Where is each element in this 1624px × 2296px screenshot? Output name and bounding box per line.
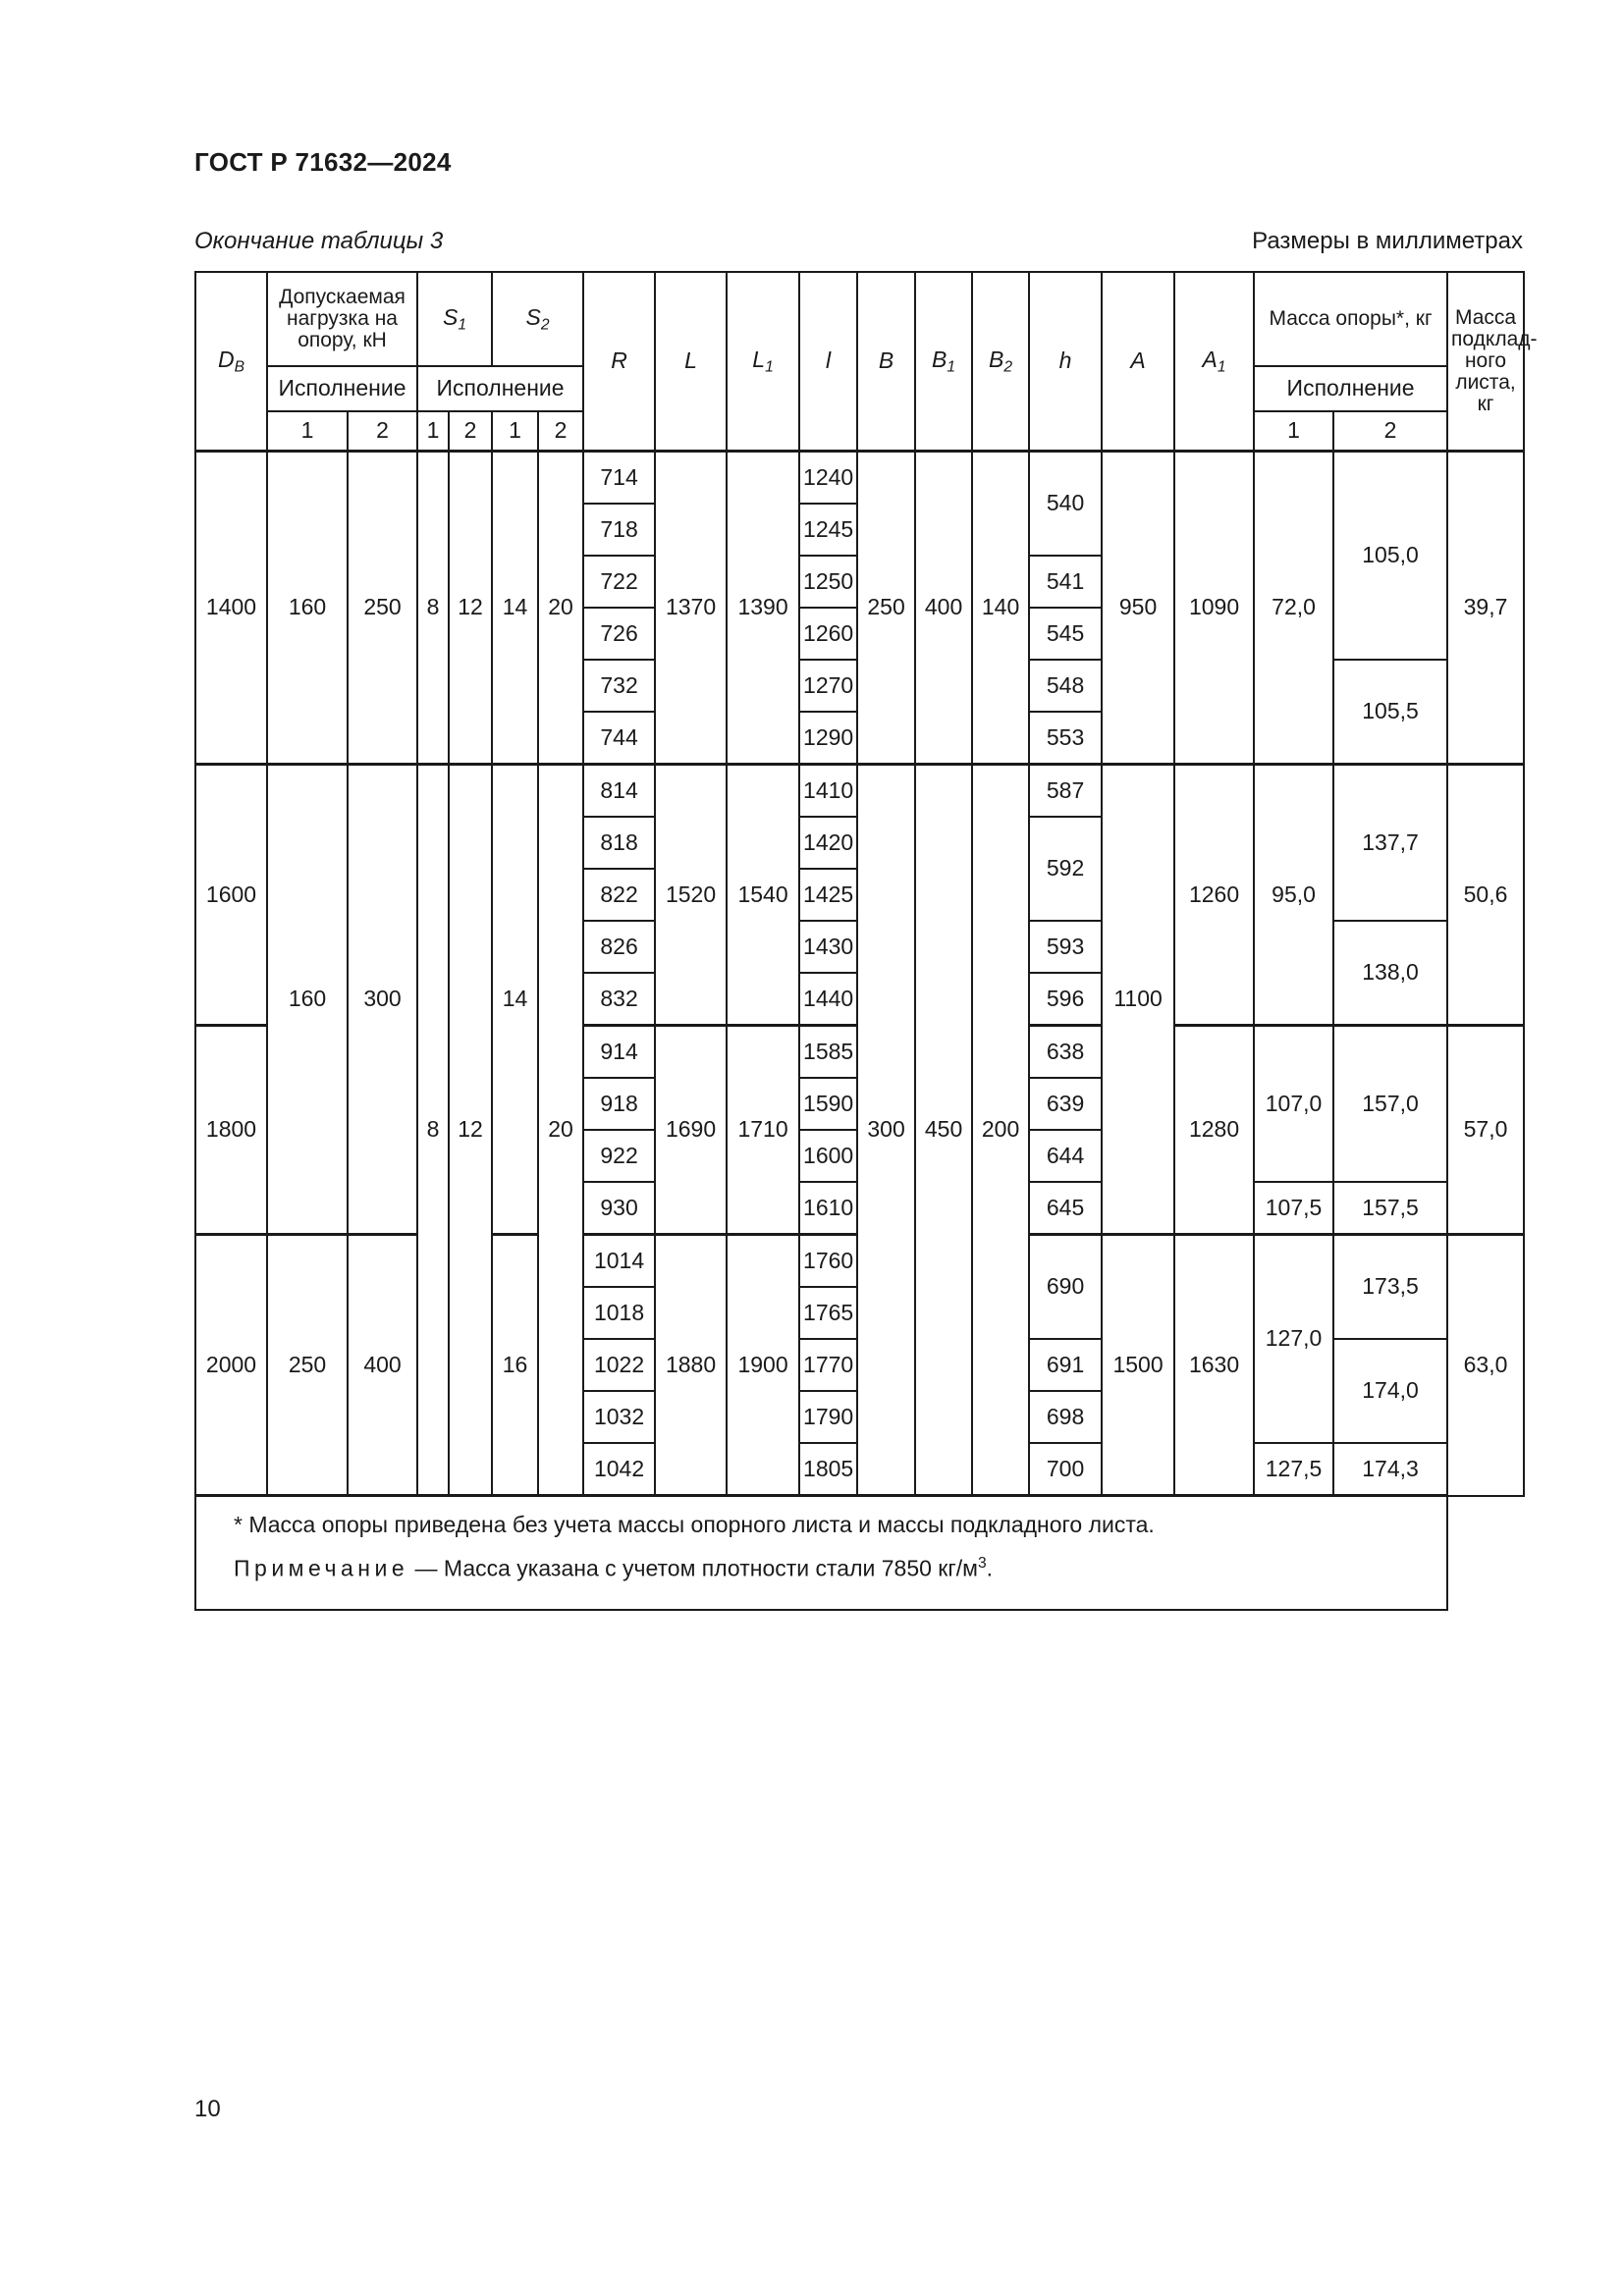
cell-R: 714 (583, 452, 655, 505)
footnote-text: * Масса опоры приведена без учета массы опорного листа и массы подкладного листа. (234, 1512, 1155, 1537)
cell-mass1: 72,0 (1254, 452, 1333, 765)
cell-L1: 1710 (727, 1026, 799, 1235)
execution-label: Исполнение (1254, 366, 1447, 411)
cell-Dv: 1800 (195, 1026, 267, 1235)
cell-R: 922 (583, 1130, 655, 1182)
col-Dv: $D_B$ (195, 272, 267, 452)
cell-l: 1250 (799, 556, 857, 608)
cell-R: 914 (583, 1026, 655, 1079)
cell-B2: 140 (972, 452, 1029, 765)
cell-h: 644 (1029, 1130, 1102, 1182)
cell-l: 1270 (799, 660, 857, 712)
cell-h: 540 (1029, 452, 1102, 557)
cell-s1-2: 12 (449, 765, 492, 1496)
cell-R: 832 (583, 973, 655, 1026)
cell-l: 1240 (799, 452, 857, 505)
cell-A: 1500 (1102, 1235, 1174, 1496)
dimensions-table (194, 271, 1538, 1611)
cell-mass1: 107,0 (1254, 1026, 1333, 1183)
cell-B1: 400 (915, 452, 972, 765)
cell-L: 1370 (655, 452, 727, 765)
cell-l: 1770 (799, 1339, 857, 1391)
document-header: ГОСТ Р 71632—2024 (194, 147, 452, 177)
execution-number: 2 (1333, 411, 1447, 452)
cell-R: 722 (583, 556, 655, 608)
cell-Dv: 2000 (195, 1235, 267, 1496)
col-L: L (655, 272, 727, 452)
cell-R: 1018 (583, 1287, 655, 1339)
cell-load1: 160 (267, 452, 348, 765)
table-row (195, 452, 1524, 505)
cell-l: 1585 (799, 1026, 857, 1079)
cell-A: 1100 (1102, 765, 1174, 1235)
cell-load1: 160 (267, 765, 348, 1235)
cell-l: 1590 (799, 1078, 857, 1130)
note-label: Примечание (234, 1555, 409, 1581)
cell-s2-2: 20 (538, 452, 583, 765)
cell-h: 645 (1029, 1182, 1102, 1235)
execution-number: 2 (449, 411, 492, 452)
cell-h: 691 (1029, 1339, 1102, 1391)
cell-s2-1: 14 (492, 765, 538, 1235)
cell-A1: 1280 (1174, 1026, 1254, 1235)
cell-h: 639 (1029, 1078, 1102, 1130)
cell-R: 1014 (583, 1235, 655, 1288)
cell-mass2: 157,0 (1333, 1026, 1447, 1183)
cell-R: 822 (583, 869, 655, 921)
cell-mass2: 137,7 (1333, 765, 1447, 922)
table-caption: Окончание таблицы 3 (194, 228, 444, 254)
cell-L1: 1900 (727, 1235, 799, 1496)
header-row (195, 272, 1524, 366)
cell-l: 1260 (799, 608, 857, 660)
note-text: Примечание — Масса указана с учетом плотности стали 7850 $кг/м^3$. (234, 1555, 994, 1581)
cell-Dv: 1400 (195, 452, 267, 765)
execution-number: 1 (267, 411, 348, 452)
cell-plate: 50,6 (1447, 765, 1524, 1026)
col-load: Допускаемая нагрузка на опору, кН (267, 272, 417, 366)
cell-l: 1420 (799, 817, 857, 869)
cell-mass1: 107,5 (1254, 1182, 1333, 1235)
col-L1: $L_1$ (727, 272, 799, 452)
cell-h: 638 (1029, 1026, 1102, 1079)
cell-A1: 1630 (1174, 1235, 1254, 1496)
cell-L: 1880 (655, 1235, 727, 1496)
cell-s2-2: 20 (538, 765, 583, 1496)
page-number: 10 (194, 2096, 221, 2122)
cell-mass2: 173,5 (1333, 1235, 1447, 1340)
cell-mass1: 95,0 (1254, 765, 1333, 1026)
cell-h: 587 (1029, 765, 1102, 818)
cell-R: 826 (583, 921, 655, 973)
cell-l: 1440 (799, 973, 857, 1026)
cell-mass2: 157,5 (1333, 1182, 1447, 1235)
execution-label: Исполнение (417, 366, 583, 411)
cell-L: 1520 (655, 765, 727, 1026)
execution-number: 1 (417, 411, 449, 452)
cell-R: 1022 (583, 1339, 655, 1391)
cell-l: 1410 (799, 765, 857, 818)
cell-R: 726 (583, 608, 655, 660)
cell-mass2: 105,0 (1333, 452, 1447, 661)
cell-h: 593 (1029, 921, 1102, 973)
cell-mass2: 138,0 (1333, 921, 1447, 1026)
col-B1: $B_1$ (915, 272, 972, 452)
cell-load2: 250 (348, 452, 417, 765)
cell-h: 690 (1029, 1235, 1102, 1340)
cell-B2: 200 (972, 765, 1029, 1496)
col-R: R (583, 272, 655, 452)
cell-l: 1245 (799, 504, 857, 556)
cell-l: 1430 (799, 921, 857, 973)
cell-R: 918 (583, 1078, 655, 1130)
execution-number: 1 (492, 411, 538, 452)
execution-number: 2 (538, 411, 583, 452)
units-caption: Размеры в миллиметрах (1252, 228, 1523, 254)
cell-s2-1: 14 (492, 452, 538, 765)
cell-l: 1805 (799, 1443, 857, 1496)
execution-number: 1 (1254, 411, 1333, 452)
cell-plate: 63,0 (1447, 1235, 1524, 1496)
col-mass-plate: Масса подклад- ного листа, кг (1447, 272, 1524, 452)
cell-h: 553 (1029, 712, 1102, 765)
cell-B: 300 (857, 765, 915, 1496)
cell-h: 592 (1029, 817, 1102, 921)
cell-load1: 250 (267, 1235, 348, 1496)
cell-Dv: 1600 (195, 765, 267, 1026)
cell-R: 718 (583, 504, 655, 556)
execution-label: Исполнение (267, 366, 417, 411)
col-A: A (1102, 272, 1174, 452)
cell-s1-1: 8 (417, 452, 449, 765)
cell-plate: 57,0 (1447, 1026, 1524, 1235)
cell-L: 1690 (655, 1026, 727, 1235)
cell-R: 818 (583, 817, 655, 869)
cell-R: 732 (583, 660, 655, 712)
cell-l: 1790 (799, 1391, 857, 1443)
cell-l: 1765 (799, 1287, 857, 1339)
cell-l: 1600 (799, 1130, 857, 1182)
cell-B1: 450 (915, 765, 972, 1496)
cell-h: 596 (1029, 973, 1102, 1026)
footnote-row (195, 1496, 1524, 1611)
cell-mass1: 127,5 (1254, 1443, 1333, 1496)
col-mass-support: Масса опоры*, кг (1254, 272, 1447, 366)
cell-h: 545 (1029, 608, 1102, 660)
cell-mass2: 174,3 (1333, 1443, 1447, 1496)
cell-l: 1610 (799, 1182, 857, 1235)
cell-A: 950 (1102, 452, 1174, 765)
col-B2: $B_2$ (972, 272, 1029, 452)
cell-R: 814 (583, 765, 655, 818)
col-A1: $A_1$ (1174, 272, 1254, 452)
cell-l: 1290 (799, 712, 857, 765)
cell-l: 1760 (799, 1235, 857, 1288)
cell-R: 930 (583, 1182, 655, 1235)
cell-B: 250 (857, 452, 915, 765)
cell-load2: 300 (348, 765, 417, 1235)
cell-l: 1425 (799, 869, 857, 921)
cell-h: 700 (1029, 1443, 1102, 1496)
table-footnote (195, 1496, 1447, 1611)
cell-s1-2: 12 (449, 452, 492, 765)
cell-mass1: 127,0 (1254, 1235, 1333, 1444)
cell-h: 541 (1029, 556, 1102, 608)
col-h: h (1029, 272, 1102, 452)
cell-L1: 1540 (727, 765, 799, 1026)
table-row (195, 765, 1524, 818)
execution-number: 2 (348, 411, 417, 452)
col-B: B (857, 272, 915, 452)
cell-R: 1042 (583, 1443, 655, 1496)
cell-s1-1: 8 (417, 765, 449, 1496)
cell-R: 1032 (583, 1391, 655, 1443)
cell-h: 698 (1029, 1391, 1102, 1443)
cell-A1: 1090 (1174, 452, 1254, 765)
cell-s2-1: 16 (492, 1235, 538, 1496)
cell-plate: 39,7 (1447, 452, 1524, 765)
cell-mass2: 105,5 (1333, 660, 1447, 765)
cell-load2: 400 (348, 1235, 417, 1496)
cell-mass2: 174,0 (1333, 1339, 1447, 1443)
cell-h: 548 (1029, 660, 1102, 712)
col-S1: $S_1$ (417, 272, 492, 366)
col-l: l (799, 272, 857, 452)
cell-R: 744 (583, 712, 655, 765)
cell-L1: 1390 (727, 452, 799, 765)
cell-A1: 1260 (1174, 765, 1254, 1026)
col-S2: $S_2$ (492, 272, 583, 366)
